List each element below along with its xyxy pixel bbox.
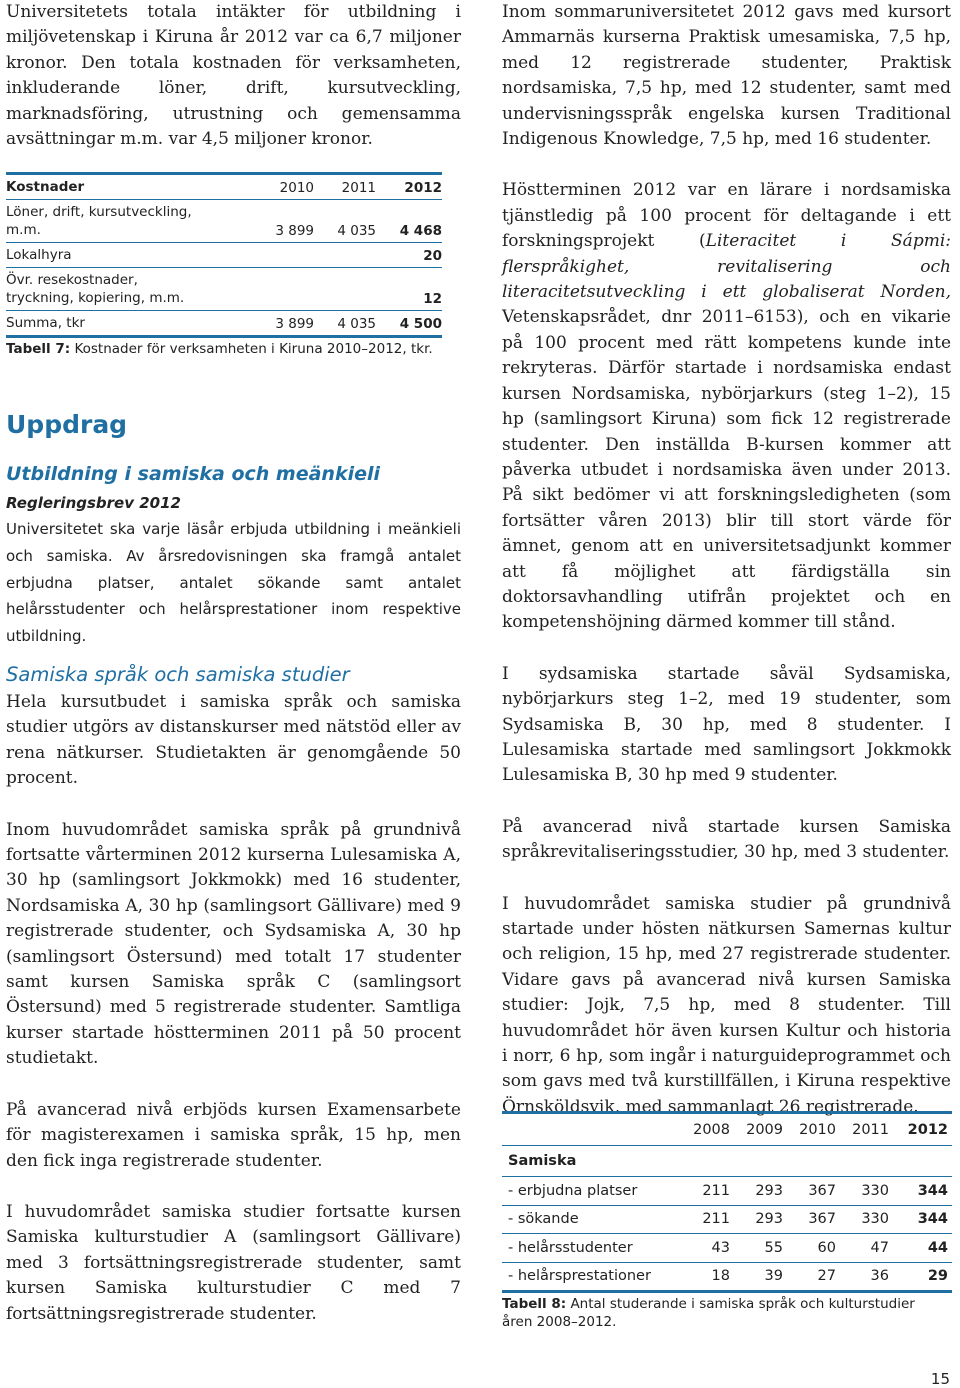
cell: 29: [927, 1268, 948, 1285]
cell: 344: [917, 1182, 948, 1199]
row-label: - sökande: [508, 1211, 579, 1228]
row-label: Löner, drift, kursutveckling, m.m.: [6, 204, 192, 238]
cell-2011: 4 035: [337, 316, 376, 332]
table-row: [502, 1206, 952, 1235]
paragraph: I sydsamiska startade såväl Sydsamiska, nybörjarkurs steg 1–2, med 19 studenter, som Sydsamiska B, 30 hp, med 8 studenter. I Lulesamiska startade med samlingsort Jokkmokk Lulesamiska B, 30 hp med 9 studenter.: [502, 663, 951, 786]
table-row: [6, 200, 442, 243]
row-label: - helårsprestationer: [508, 1268, 651, 1285]
paragraph: Hela kursutbudet i samiska språk och samiska studier utgörs av distanskurser med nätstöd eller av rena nätkurser. Studietakten är genomgående 50 procent.: [6, 692, 461, 789]
paragraph: Inom huvudområdet samiska språk på grundnivå fortsatte vårterminen 2012 kurserna Lulesamiska A, 30 hp (samlingsort Jokkmokk) med 16 studenter, Nordsamiska A, 30 hp (samlingsort Gällivare) med 9 registrerade studenter, och Sydsamiska A, 30 hp (samlingsort Östersund) med totalt 17 studenter samt kursen Samiska språk C (samlingsort Östersund) med 5 registrerade studenter. Samtliga kurser startade höstterminen 2011 på 50 procent studietakt.: [6, 819, 461, 1069]
table-header-2012: 2012: [404, 180, 442, 196]
paragraph: I huvudområdet samiska studier på grundnivå startade under hösten nätkursen Samernas kultur och religion, 15 hp, med 27 registrerade studenter. Vidare gavs på avancerad nivå kursen Samiska studier: Jojk, 7,5 hp, med 8 studenter. Till huvudområdet hör även kursen Kultur och historia i norr, 6 hp, som ingår i naturguideprogrammet och som gavs med två kurstillfällen, i Kiruna respektive Örnsköldsvik, med sammanlagt 26 registrerade.: [502, 893, 951, 1117]
table-8-students: [502, 1111, 952, 1293]
table-header-year: 2008: [693, 1121, 730, 1138]
right-column: [502, 0, 951, 1120]
cell: 39: [764, 1268, 783, 1285]
table-header-2011: 2011: [341, 180, 376, 196]
cell: 330: [861, 1211, 889, 1228]
cell: 47: [870, 1239, 889, 1256]
cell: 367: [808, 1182, 836, 1199]
cell-2012: 4 468: [399, 223, 442, 239]
samiska-heading: Samiska språk och samiska studier: [6, 663, 350, 686]
paragraph: Inom sommaruniversitetet 2012 gavs med kursort Ammarnäs kurserna Praktisk umesamiska, 7,5 hp, med 12 registrerade studenter, Praktisk nordsamiska, 7,5 hp, med 12 studenter, samt med undervisningsspråk engelska kursen Traditional Indigenous Knowledge, 7,5 hp, med 16 studenter.: [502, 2, 951, 150]
paragraph: Höstterminen 2012 var en lärare i nordsamiska tjänstledig på 100 procent för deltagande i ett forskningsprojekt (Literacitet i Sápmi: flerspråkighet, revitalisering och literacitetsutveckling i ett globaliserat Norden, Vetenskapsrådet, dnr 2011–6153), och en vikarie på 100 procent med rätt kompetens kunde inte rekryteras. Därför startade i nordsamiska endast kursen Nordsamiska, nybörjarkurs (steg 1–2), 15 hp (samlingsort Kiruna) som fick 12 registrerade studenter. Den inställda B-kursen kommer att påverka utbudet i nordsamiska även under 2013. På sikt bedömer vi att forskningsledigheten (som fortsätter våren 2013) blir till stort värde för ämnet, genom att en universitetsadjunkt kommer att få möjlighet att färdigställa sin doktorsavhandling utifrån projektet och en kompetenshöjning därmed kommer till stånd.: [502, 180, 951, 633]
cell: 44: [927, 1239, 948, 1256]
regleringsbrev-heading: Regleringsbrev 2012: [6, 494, 181, 512]
cell: 36: [870, 1268, 889, 1285]
table-section-row: [502, 1146, 952, 1177]
cell-2012: 12: [423, 291, 442, 307]
cell-2010: 3 899: [275, 223, 314, 239]
table-row: [6, 311, 442, 335]
intro-paragraph: Universitetets totala intäkter för utbildning i miljövetenskap i Kiruna år 2012 var ca 6,7 miljoner kronor. Den totala kostnaden för verksamheten, inkluderande löner, drift, kursutveckling, marknadsföring, utrustning och gemensamma avsättningar m.m. var 4,5 miljoner kronor.: [6, 2, 461, 150]
cell-2012: 20: [423, 248, 442, 264]
row-label: Summa, tkr: [6, 315, 85, 331]
table-7-caption: Tabell 7: Kostnader för verksamheten i Kiruna 2010–2012, tkr.: [6, 341, 433, 357]
row-label: Lokalhyra: [6, 247, 72, 263]
left-intro-block: [6, 0, 461, 152]
paragraph: På avancerad nivå erbjöds kursen Examensarbete för magisterexamen i samiska språk, 15 hp, men den fick inga registrerade studenter.: [6, 1099, 461, 1171]
section-label: Samiska: [508, 1153, 577, 1169]
cell: 60: [817, 1239, 836, 1256]
cell: 211: [702, 1211, 730, 1228]
cell: 293: [755, 1182, 783, 1199]
cell: 18: [711, 1268, 730, 1285]
table-header-year: 2009: [746, 1121, 783, 1138]
table-8-caption: Tabell 8: Antal studerande i samiska språk och kulturstudier åren 2008–2012.: [502, 1296, 915, 1330]
cell-2011: 4 035: [337, 223, 376, 239]
table-row: [502, 1234, 952, 1263]
subsection-heading: Utbildning i samiska och meänkieli: [6, 463, 381, 485]
cell: 27: [817, 1268, 836, 1285]
cell-2012: 4 500: [399, 316, 442, 332]
row-label: Övr. resekostnader, tryckning, kopiering, m.m.: [6, 272, 185, 306]
table-row: [502, 1263, 952, 1291]
row-label: - helårsstudenter: [508, 1239, 633, 1256]
cell: 211: [702, 1182, 730, 1199]
section-heading: Uppdrag: [6, 410, 128, 439]
cell: 293: [755, 1211, 783, 1228]
table-header-label: Kostnader: [6, 179, 85, 195]
table-header-row: [6, 175, 442, 200]
cell: 344: [917, 1211, 948, 1228]
paragraph: På avancerad nivå startade kursen Samiska språkrevitaliseringsstudier, 30 hp, med 3 studenter.: [502, 816, 951, 863]
table-row: [502, 1177, 952, 1206]
cell: 367: [808, 1211, 836, 1228]
cell: 43: [711, 1239, 730, 1256]
table-header-2010: 2010: [279, 180, 314, 196]
cell: 330: [861, 1182, 889, 1199]
paragraph: I huvudområdet samiska studier fortsatte kursen Samiska kulturstudier A (samlingsort Gällivare) med 3 fortsättningsregistrerade studenter, samt kursen Samiska kulturstudier C med 7 fortsättningsregistrerade studenter.: [6, 1201, 461, 1324]
table-row: [6, 268, 442, 311]
table-header-row: [502, 1114, 952, 1146]
table-header-year: 2012: [907, 1121, 948, 1138]
row-label: - erbjudna platser: [508, 1182, 638, 1199]
page-number: 15: [930, 1370, 950, 1388]
cell-2010: 3 899: [275, 316, 314, 332]
cell: 55: [764, 1239, 783, 1256]
left-body-block: [6, 690, 461, 1327]
table-header-year: 2010: [799, 1121, 836, 1138]
table-7-costs: [6, 172, 442, 338]
table-row: [6, 243, 442, 268]
regleringsbrev-text: Universitetet ska varje läsår erbjuda utbildning i meänkieli och samiska. Av årsredovisningen ska framgå antalet erbjudna platser, antalet sökande samt antalet helårsstudenter och helårsprestationer inom respektive utbildning.: [6, 520, 461, 646]
table-header-year: 2011: [852, 1121, 889, 1138]
